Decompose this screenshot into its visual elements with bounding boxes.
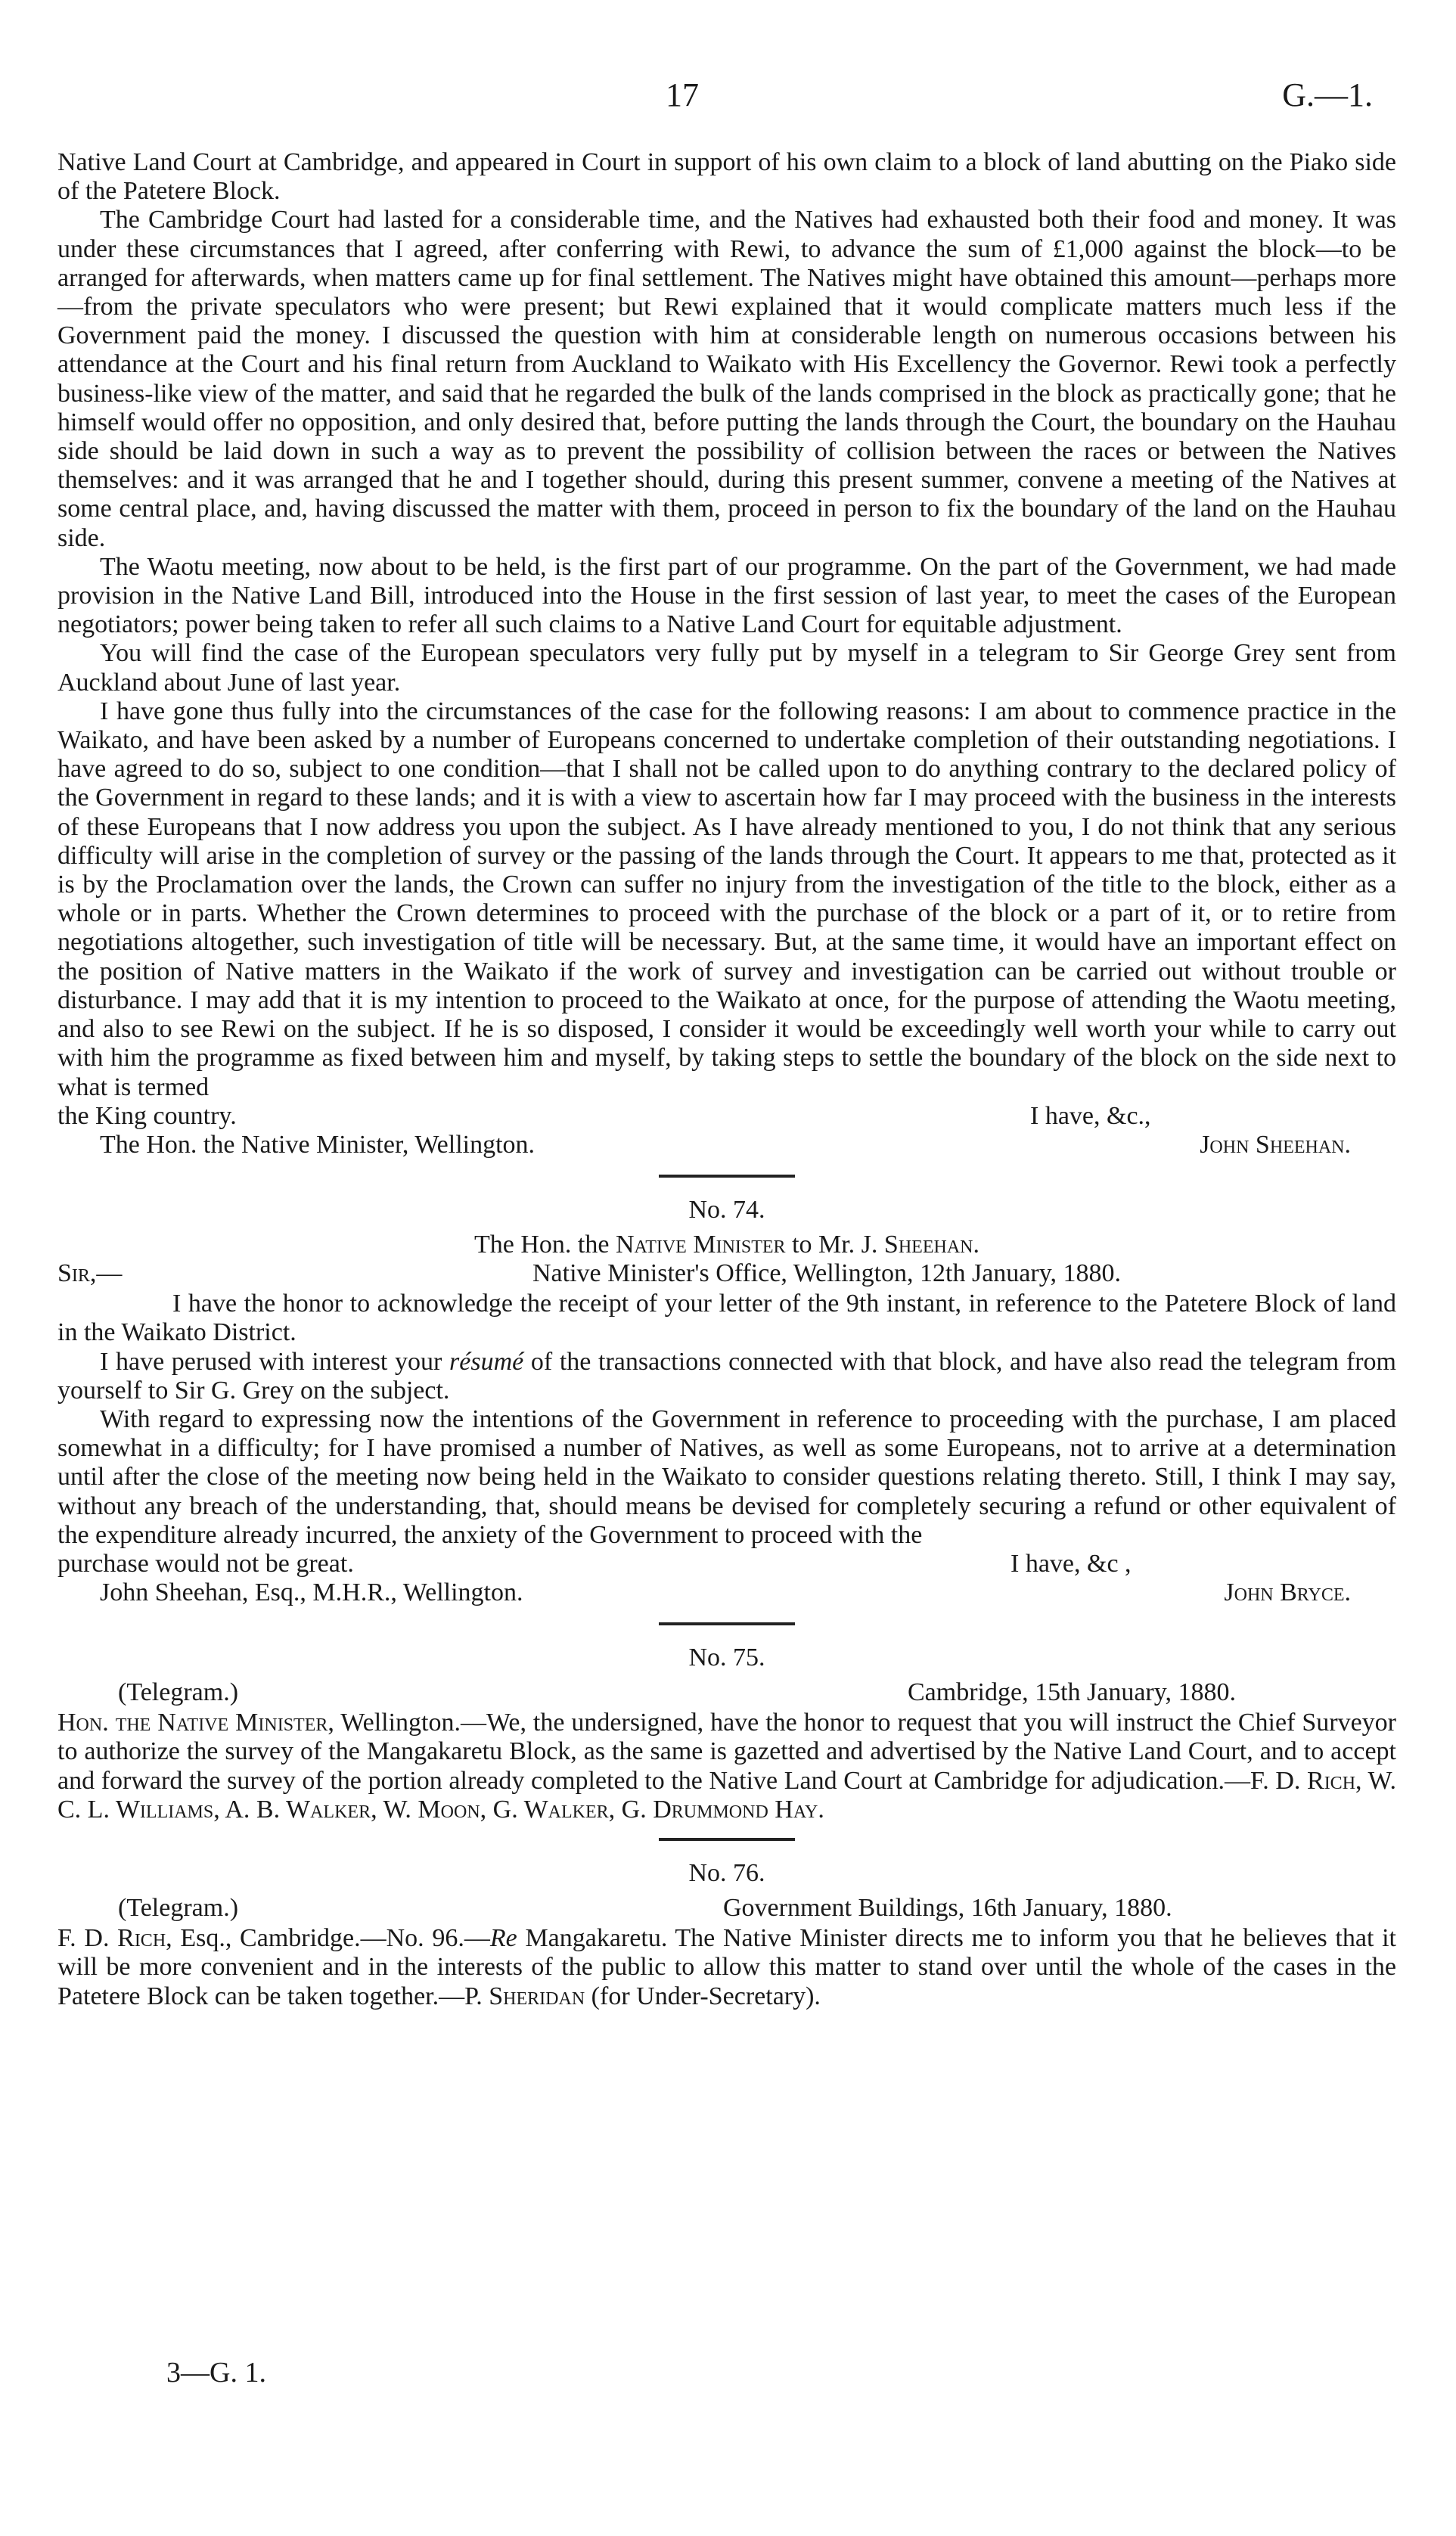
paragraph-end: purchase would not be great. <box>57 1549 354 1578</box>
letter-number: No. 76. <box>688 1858 765 1887</box>
addressee: Hon. the Native Minister, <box>57 1709 334 1737</box>
sender: Native Minister <box>615 1230 786 1259</box>
signature: P. Sheridan <box>464 1982 585 2010</box>
addressee: The Hon. the Native Minister, Wellington. <box>100 1130 536 1159</box>
telegram-body: Hon. the Native Minister, Wellington.—We, the undersigned, have the honor to request that you will instruct the Chief Surveyor to authorize the survey of the Mangakaretu Block, as the same is gazetted and advertised by the Native Land Court, and to accept and forward the survey of the portion already completed to the Native Land Court at Cambridge for adjudication.—F. D. Rich, W. C. L. Williams, A. B. Walker, W. Moon, G. Walker, G. Drummond Hay. <box>57 1709 1397 1824</box>
paragraph: I have gone thus fully into the circumstances of the case for the following reasons: I am about to commence practice in the Waikato, and have been asked by a number of Europeans concerned to undertake completion of their outstanding negotiations. I have agreed to do so, subject to one condition—that I shall not be called upon to do anything contrary to the declared policy of the Government in regard to these lands; and it is with a view to ascertain how far I may proceed with the business in the interests of these Europeans that I now address you upon the subject. As I have already mentioned to you, I do not think that any serious difficulty will arise in the completion of survey or the passing of the lands through the Court. It appears to me that, protected as it is by the Proclamation over the lands, the Crown can suffer no injury from the investigation of the title to the block, either as a whole or in parts. Whether the Crown determines to proceed with the purchase of the block or a part of it, or to retire from negotiations altogether, such investigation of title will be necessary. But, at the same time, it would have an important effect on the position of Native matters in the Waikato if the work of survey and investigation can be carried out without trouble or disturbance. I may add that it is my intention to proceed to the Waikato at once, for the purpose of attending the Waotu meeting, and also to see Rewi on the subject. If he is so disposed, I consider it would be exceedingly well worth your while to carry out with him the programme as fixed between him and myself, by taking steps to settle the boundary of the block on the side next to what is termed <box>57 697 1396 1101</box>
telegram-dateline <box>57 1894 1396 1924</box>
document-reference: G.—1. <box>1282 76 1373 113</box>
page-number: 17 <box>666 76 699 113</box>
addressee: F. D. Rich, <box>57 1924 172 1953</box>
telegram-label: (Telegram.) <box>118 1678 239 1707</box>
paragraph: I have perused with interest your résumé of the transactions connected with that block, and have also read the telegram from yourself to Sir G. Grey on the subject. <box>57 1347 1397 1405</box>
letter-number: No. 74. <box>688 1195 765 1224</box>
paragraph-end: the King country. <box>57 1101 237 1130</box>
section-divider <box>659 1838 795 1841</box>
telegram-label: (Telegram.) <box>118 1894 239 1923</box>
dateline: Government Buildings, 16th January, 1880. <box>723 1894 1172 1923</box>
telegram-dateline <box>57 1678 1396 1709</box>
closing-phrase: I have, &c., <box>1030 1101 1151 1130</box>
paragraph: The Cambridge Court had lasted for a considerable time, and the Natives had exhausted both their food and money. It was under these circumstances that I agreed, after conferring with Rewi, to advance the sum of £1,000 against the block—to be arranged for afterwards, when matters came up for final settlement. The Natives might have obtained this amount—perhaps more—from the private speculators who were present; but Rewi explained that it would complicate matters much less if the Government paid the money. I discussed the question with him at considerable length on numerous occasions between his attendance at the Court and his final return from Auckland to Waikato with His Excellency the Governor. Rewi took a perfectly business-like view of the matter, and said that he regarded the bulk of the lands comprised in the block as practically gone; that he himself would offer no opposition, and only desired that, before putting the lands through the Court, the boundary on the Hauhau side should be laid down in such a way as to prevent the possibility of collision between the races or between the Natives themselves: and it was arranged that he and I together should, during this present summer, convene a meeting of the Natives at some central place, and, having discussed the matter with them, proceed in person to fix the boundary of the land on the Hauhau side. <box>57 206 1396 552</box>
dateline: Cambridge, 15th January, 1880. <box>908 1678 1237 1707</box>
letter-heading: The Hon. the Native Minister to Mr. J. Sheehan. <box>474 1230 979 1259</box>
salutation: Sir,— <box>57 1259 123 1288</box>
section-divider <box>659 1175 795 1178</box>
paragraph: You will find the case of the European speculators very fully put by myself in a telegram to Sir George Grey sent from Auckland about June of last year. <box>57 639 1396 697</box>
paragraph: I have the honor to acknowledge the receipt of your letter of the 9th instant, in reference to the Patetere Block of land in the Waikato District. <box>57 1290 1396 1347</box>
letter-73-continuation <box>57 148 1396 2011</box>
recipient: Sheehan. <box>883 1230 979 1259</box>
signature-line <box>57 1131 1396 1161</box>
addressee: John Sheehan, Esq., M.H.R., Wellington. <box>100 1578 523 1606</box>
letter-number: No. 75. <box>688 1643 765 1672</box>
paragraph: With regard to expressing now the intentions of the Government in reference to proceeding with the purchase, I am placed somewhat in a difficulty; for I have promised a number of Natives, as well as some Europeans, not to arrive at a determination until after the close of the meeting now being held in the Waikato to consider questions relating thereto. Still, I think I may say, without any breach of the understanding, that, should means be devised for completely securing a refund or other equivalent of the expenditure already incurred, the anxiety of the Government to proceed with the <box>57 1405 1396 1549</box>
telegram-body: F. D. Rich, Esq., Cambridge.—No. 96.—Re Mangakaretu. The Native Minister directs me to inform you that he believes that it will be more convenient and in the interests of the public to allow this matter to stand over until the whole of the cases in the Patetere Block can be taken together.—P. Sheridan (for Under-Secretary). <box>57 1924 1396 2010</box>
section-divider <box>659 1622 795 1625</box>
signature-line <box>57 1578 1396 1609</box>
dateline: Native Minister's Office, Wellington, 12th January, 1880. <box>532 1259 1122 1288</box>
closing-phrase: I have, &c , <box>1011 1549 1132 1578</box>
paragraph: The Waotu meeting, now about to be held, is the first part of our programme. On the part of the Government, we had made provision in the Native Land Bill, introduced into the House in the first session of last year, to meet the cases of the European negotiators; power being taken to refer all such claims to a Native Land Court for equitable adjustment. <box>57 552 1396 639</box>
signature: John Sheehan. <box>1200 1130 1351 1159</box>
paragraph: Native Land Court at Cambridge, and appeared in Court in support of his own claim to a block of land abutting on the Piako side of the Patetere Block. <box>57 148 1396 206</box>
signature-mark: 3—G. 1. <box>166 2357 266 2389</box>
signatories: F. D. Rich, W. C. L. Williams, A. B. Walker, W. Moon, G. Walker, G. Drummond Hay. <box>57 1766 1397 1824</box>
salutation-dateline <box>57 1259 1396 1290</box>
closing-line <box>57 1550 1396 1578</box>
signature: John Bryce. <box>1224 1578 1351 1606</box>
closing-line <box>57 1102 1396 1131</box>
